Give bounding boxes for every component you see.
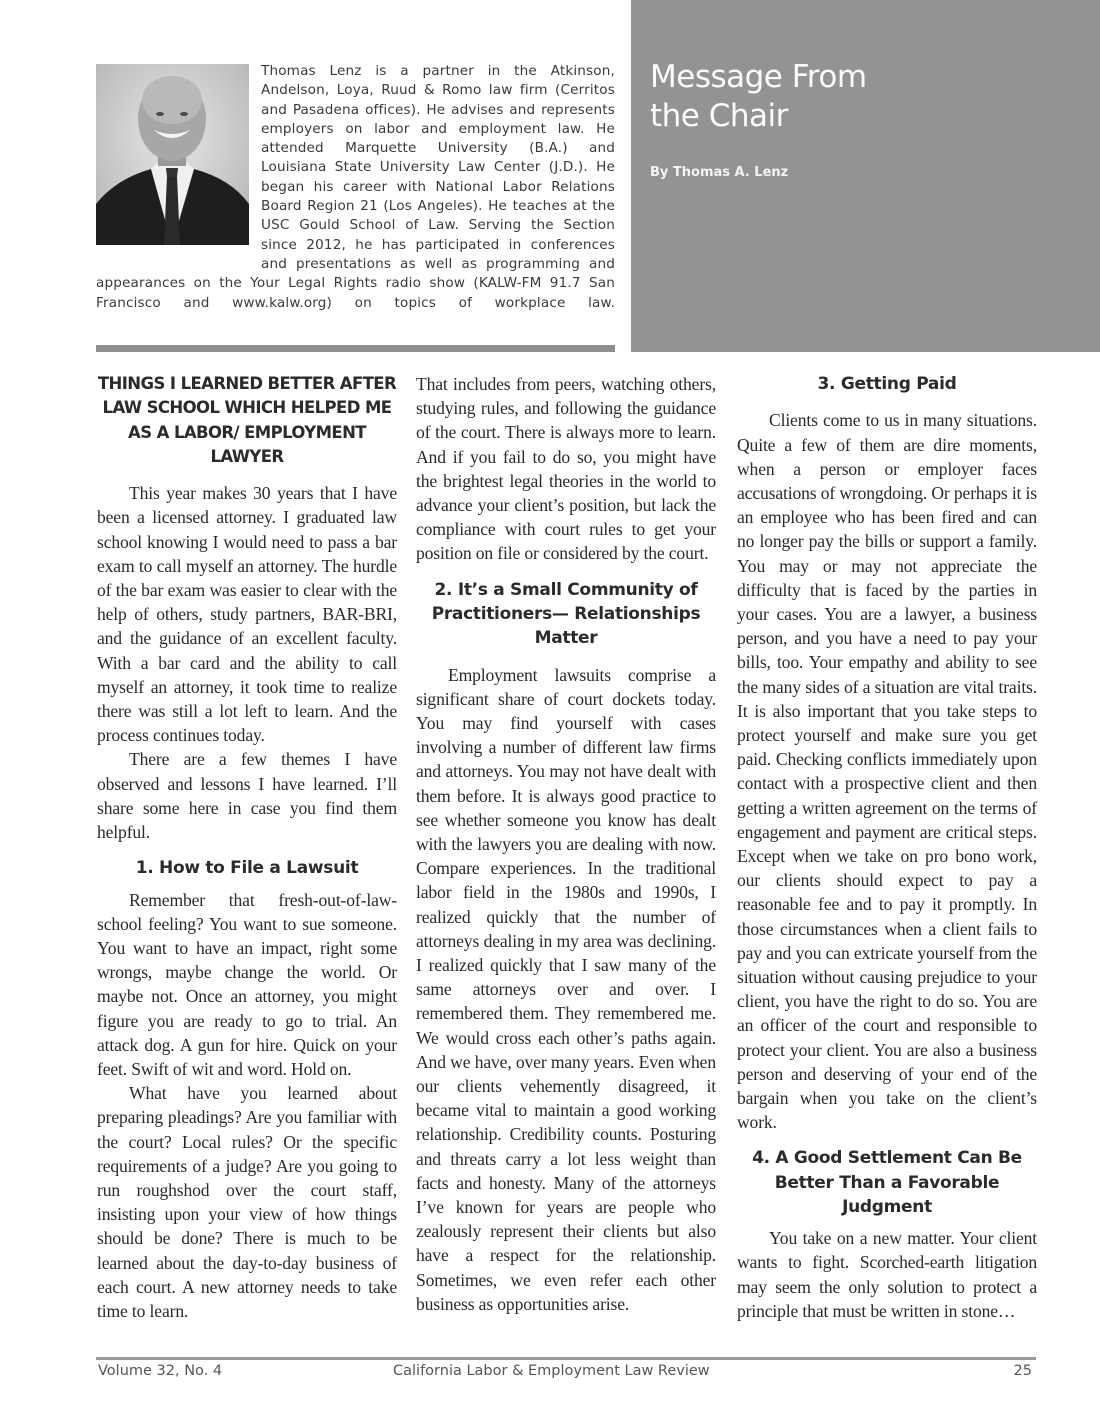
author-bio	[96, 62, 615, 313]
intro-paragraph: This year makes 30 years that I have been a licensed attorney. I graduated law school knowing I would need to pass a bar exam to call myself an attorney. The hurdle of the bar exam was easier to clear with the help of others, study partners, BAR-BRI, and the guidance of an excellent faculty. With a bar card and the ability to call myself an attorney, it took time to realize there was still a lot left to learn. And the process continues today.	[97, 483, 397, 746]
column-2	[416, 372, 716, 1316]
page-footer	[98, 1363, 1032, 1385]
bio-divider	[96, 345, 615, 352]
title-line-2: the Chair	[650, 98, 788, 134]
section-2-paragraph: Employment lawsuits comprise a significant share of court dockets today. You may find yourself with cases involving a number of different law firms and attorneys. You may not have dealt with them before. It is always good practice to see whether someone you know has dealt with the lawyers you are dealing with now. Compare experiences. In the traditional labor field in the 1980s and 1990s, I realized quickly that the number of attorneys dealing in my area was declining. I realized quickly that I saw many of the same attorneys over and over. I remembered them. They remembered me. We would cross each other’s paths again. And we have, over many years. Even when our clients vehemently disagreed, it became vital to maintain a good working relationship. Credibility counts. Posturing and threats carry a lot less weight than facts and honesty. Many of the attorneys I’ve known for years are people who zealously represent their clients but also have a respect for the relationship. Sometimes, we even refer each other business as opportunities arise.	[416, 664, 716, 1314]
section-heading-2: 2. It’s a Small Community of Practitioners— Relationships Matter	[431, 579, 701, 649]
volume-issue: Volume 32, No. 4	[98, 1363, 223, 1379]
title-panel	[631, 0, 1100, 352]
section-heading-4: 4. A Good Settlement Can Be Better Than a Favorable Judgment	[752, 1148, 1022, 1217]
section-1-paragraph: Remember that fresh-out-of-law-school feeling? You want to sue someone. You want to have an impact, right some wrongs, maybe change the world. Or maybe not. Once an attorney, you might figure you are ready to go to trial. An attack dog. A gun for hire. Quick on your feet. Swift of wit and word. Hold on.	[97, 889, 397, 1079]
spacer	[737, 1219, 1037, 1226]
footer-divider	[96, 1357, 1036, 1360]
section-3-paragraph: Clients come to us in many situations. Quite a few of them are dire moments, when a person or employer faces accusations of wrongdoing. Or perhaps it is an employee who has been fired and can no longer pay the bills or support a family. You may or may not appreciate the difficulty that is faced by the parties in your cases. You are a lawyer, a business person, and you have a need to pay your bills, too. Your empathy and ability to see the many sides of a situation are vital traits. It is also important that you take steps to protect yourself and make sure you get paid. Checking conflicts immediately upon contact with a prospective client and then getting a written agreement on the terms of engagement and payment are critical steps. Except when we take on pro bono work, our clients should expect to pay a reasonable fee and to pay it promptly. In those circumstances when a client fails to pay and you can extricate yourself from the situation without causing prejudice to your client, you have the right to do so. You are an officer of the court and responsible to protect your client. You are also a business person and deserving of your end of the bargain when you take on the client’s work.	[737, 410, 1037, 1133]
page-number: 25	[1013, 1363, 1032, 1379]
section-heading-1: 1. How to File a Lawsuit	[135, 858, 359, 879]
column-3	[737, 372, 1037, 1323]
spacer	[97, 469, 397, 481]
intro-paragraph: There are a few themes I have observed and lessons I have learned. I’ll share some here in case you find them helpful.	[97, 749, 397, 843]
author-byline: By Thomas A. Lenz	[650, 165, 789, 180]
spacer	[737, 1134, 1037, 1146]
bio-text: Thomas Lenz is a partner in the Atkinson, Andelson, Loya, Ruud & Romo law firm (Cerritos and Pasadena offices). He advises and represents employers on labor and employment law. He attended Marquette University (B.A.) and Louisiana State University Law Center (J.D.). He began his career with National Labor Relations Board Region 21 (Los Angeles). He teaches at the USC Gould School of Law. Serving the Section since 2012, he has participated in conferences and presentations as well as programming and appearances on the Your Legal Rights radio show (KALW-FM 91.7 San Francisco and www.kalw.org) on topics of workplace law.	[96, 63, 615, 311]
section-heading-3: 3. Getting Paid	[817, 374, 957, 394]
spacer	[97, 881, 397, 888]
section-4-paragraph: You take on a new matter. Your client wants to fight. Scorched-earth litigation may seem the only solution to protect a principle that must be written in stone…	[737, 1228, 1037, 1321]
spacer	[416, 566, 716, 578]
article-heading: THINGS I LEARNED BETTER AFTER LAW SCHOOL WHICH HELPED ME AS A LABOR/ EMPLOYMENT LAWYER	[97, 374, 397, 466]
spacer	[97, 844, 397, 856]
column-1	[97, 372, 397, 1323]
title-line-1: Message From	[650, 59, 867, 95]
section-1-paragraph: That includes from peers, watching others, studying rules, and following the guidance of the court. There is always more to learn. And if you fail to do so, you might have the brightest legal theories in the world to advance your client’s position, but lack the compliance with court rules to get your position on file or considered by the court.	[416, 374, 716, 564]
publication-name: California Labor & Employment Law Review	[393, 1363, 710, 1379]
photo-spacer	[96, 62, 261, 255]
spacer	[737, 396, 1037, 408]
page-title	[650, 58, 867, 136]
spacer	[416, 651, 716, 663]
section-1-paragraph: What have you learned about preparing pleadings? Are you familiar with the court? Local rules? Or the specific requirements of a judge? Are you going to run roughshod over the court staff, insisting upon your view of how things should be done? There is much to be learned about the day-to-day business of each court. A new attorney needs to take time to learn.	[97, 1083, 397, 1321]
